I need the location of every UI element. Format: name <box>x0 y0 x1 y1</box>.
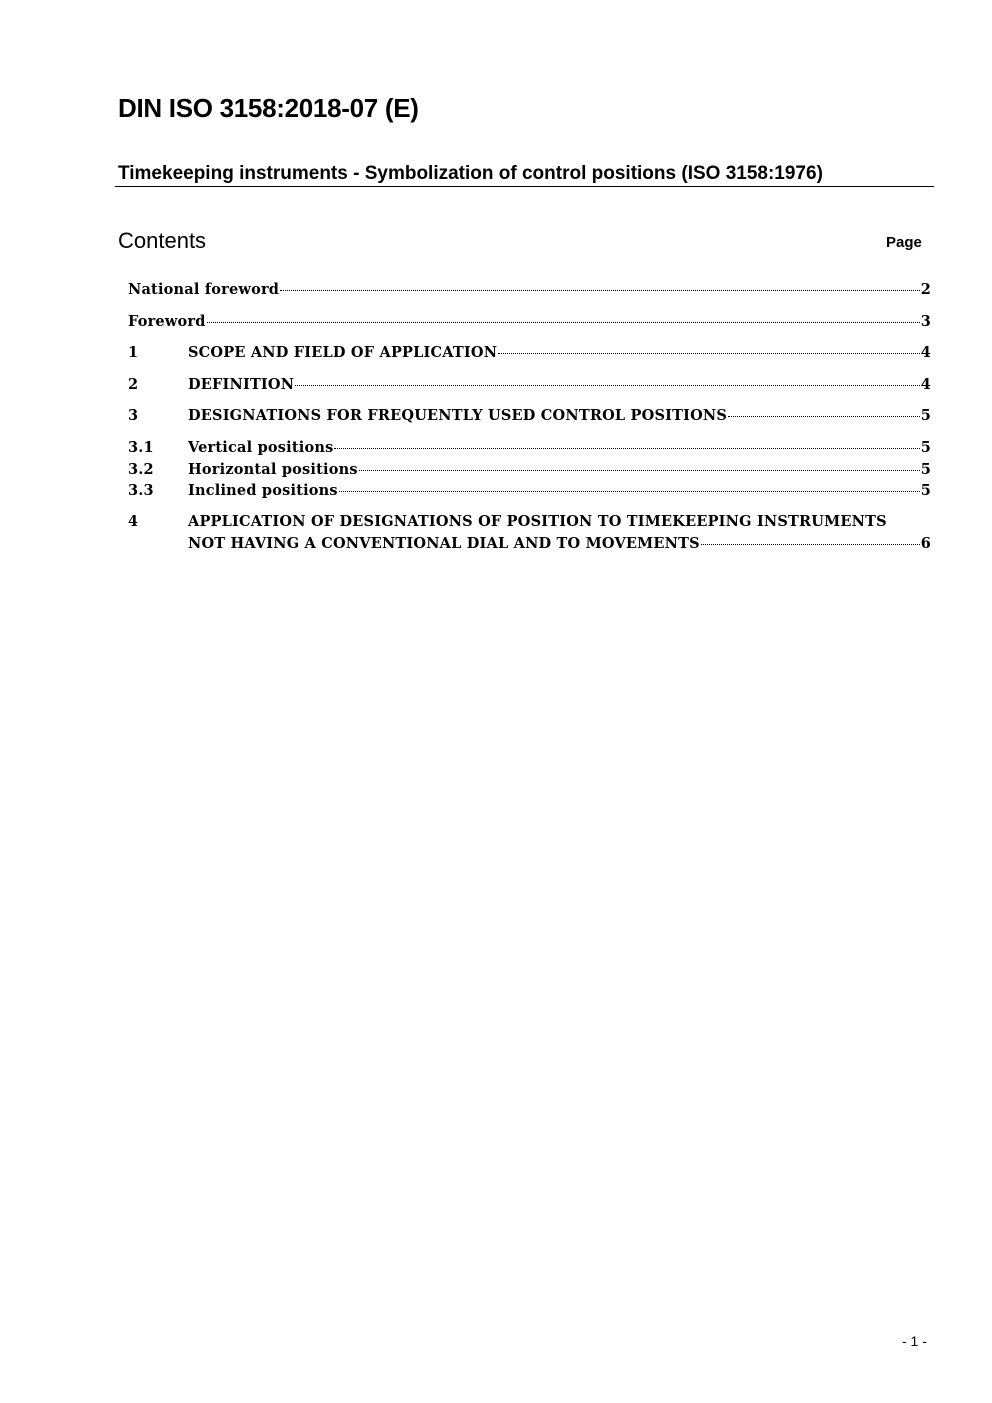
footer-page-number: - 1 - <box>902 1333 927 1349</box>
toc-entry-number: 3.2 <box>128 461 154 478</box>
toc-entry-number: 3.1 <box>128 439 154 456</box>
subtitle-underline <box>115 186 934 187</box>
toc-entry-section-3-2[interactable] <box>128 461 931 483</box>
toc-entry-page: 6 <box>920 535 931 552</box>
toc-entry-title: DESIGNATIONS FOR FREQUENTLY USED CONTROL POSITIONS <box>188 407 728 424</box>
toc-entry-number: 3.3 <box>128 482 154 499</box>
toc-entry-title: SCOPE AND FIELD OF APPLICATION <box>188 344 498 361</box>
toc-entry-title: Vertical positions <box>188 439 334 456</box>
toc-entry-page: 3 <box>920 313 931 330</box>
toc-entry-section-3[interactable] <box>128 407 931 429</box>
toc-entry-number: 3 <box>128 407 139 424</box>
toc-leader-dots <box>280 290 920 291</box>
toc-entry-page: 5 <box>920 482 931 499</box>
toc-entry-number: 4 <box>128 513 139 530</box>
toc-leader-dots <box>701 544 920 545</box>
toc-entry-title: National foreword <box>128 281 280 298</box>
toc-leader-dots <box>334 448 919 449</box>
toc-entry-foreword[interactable] <box>128 313 931 335</box>
contents-heading: Contents <box>118 228 207 253</box>
toc-entry-national-foreword[interactable] <box>128 281 931 303</box>
toc-leader-dots <box>339 491 920 492</box>
toc-entry-page: 5 <box>920 407 931 424</box>
toc-leader-dots <box>728 416 920 417</box>
toc-entry-number: 2 <box>128 376 139 393</box>
toc-entry-section-1[interactable] <box>128 344 931 366</box>
toc-entry-section-3-3[interactable] <box>128 482 931 504</box>
toc-entry-section-2[interactable] <box>128 376 931 398</box>
toc-entry-title: APPLICATION OF DESIGNATIONS OF POSITION TO TIMEKEEPING INSTRUMENTS <box>188 513 887 530</box>
toc-leader-dots <box>359 470 920 471</box>
document-title: DIN ISO 3158:2018-07 (E) <box>118 93 419 123</box>
toc-entry-page: 5 <box>920 461 931 478</box>
toc-entry-page: 2 <box>920 281 931 298</box>
toc-leader-dots <box>207 322 920 323</box>
toc-leader-dots <box>295 385 920 386</box>
document-subtitle: Timekeeping instruments - Symbolization of control positions (ISO 3158:1976) <box>118 163 823 184</box>
toc-entry-title: Foreword <box>128 313 206 330</box>
toc-entry-page: 4 <box>920 344 931 361</box>
toc-entry-title-continued: NOT HAVING A CONVENTIONAL DIAL AND TO MOVEMENTS <box>188 535 700 552</box>
toc-entry-page: 5 <box>920 439 931 456</box>
toc-entry-section-4[interactable] <box>128 513 931 557</box>
toc-entry-title: DEFINITION <box>188 376 295 393</box>
page-column-heading: Page <box>886 234 922 251</box>
toc-entry-section-3-1[interactable] <box>128 439 931 461</box>
toc-entry-page: 4 <box>920 376 931 393</box>
toc-entry-title: Inclined positions <box>188 482 338 499</box>
toc-entry-title: Horizontal positions <box>188 461 358 478</box>
toc-entry-number: 1 <box>128 344 139 361</box>
toc-leader-dots <box>498 353 920 354</box>
